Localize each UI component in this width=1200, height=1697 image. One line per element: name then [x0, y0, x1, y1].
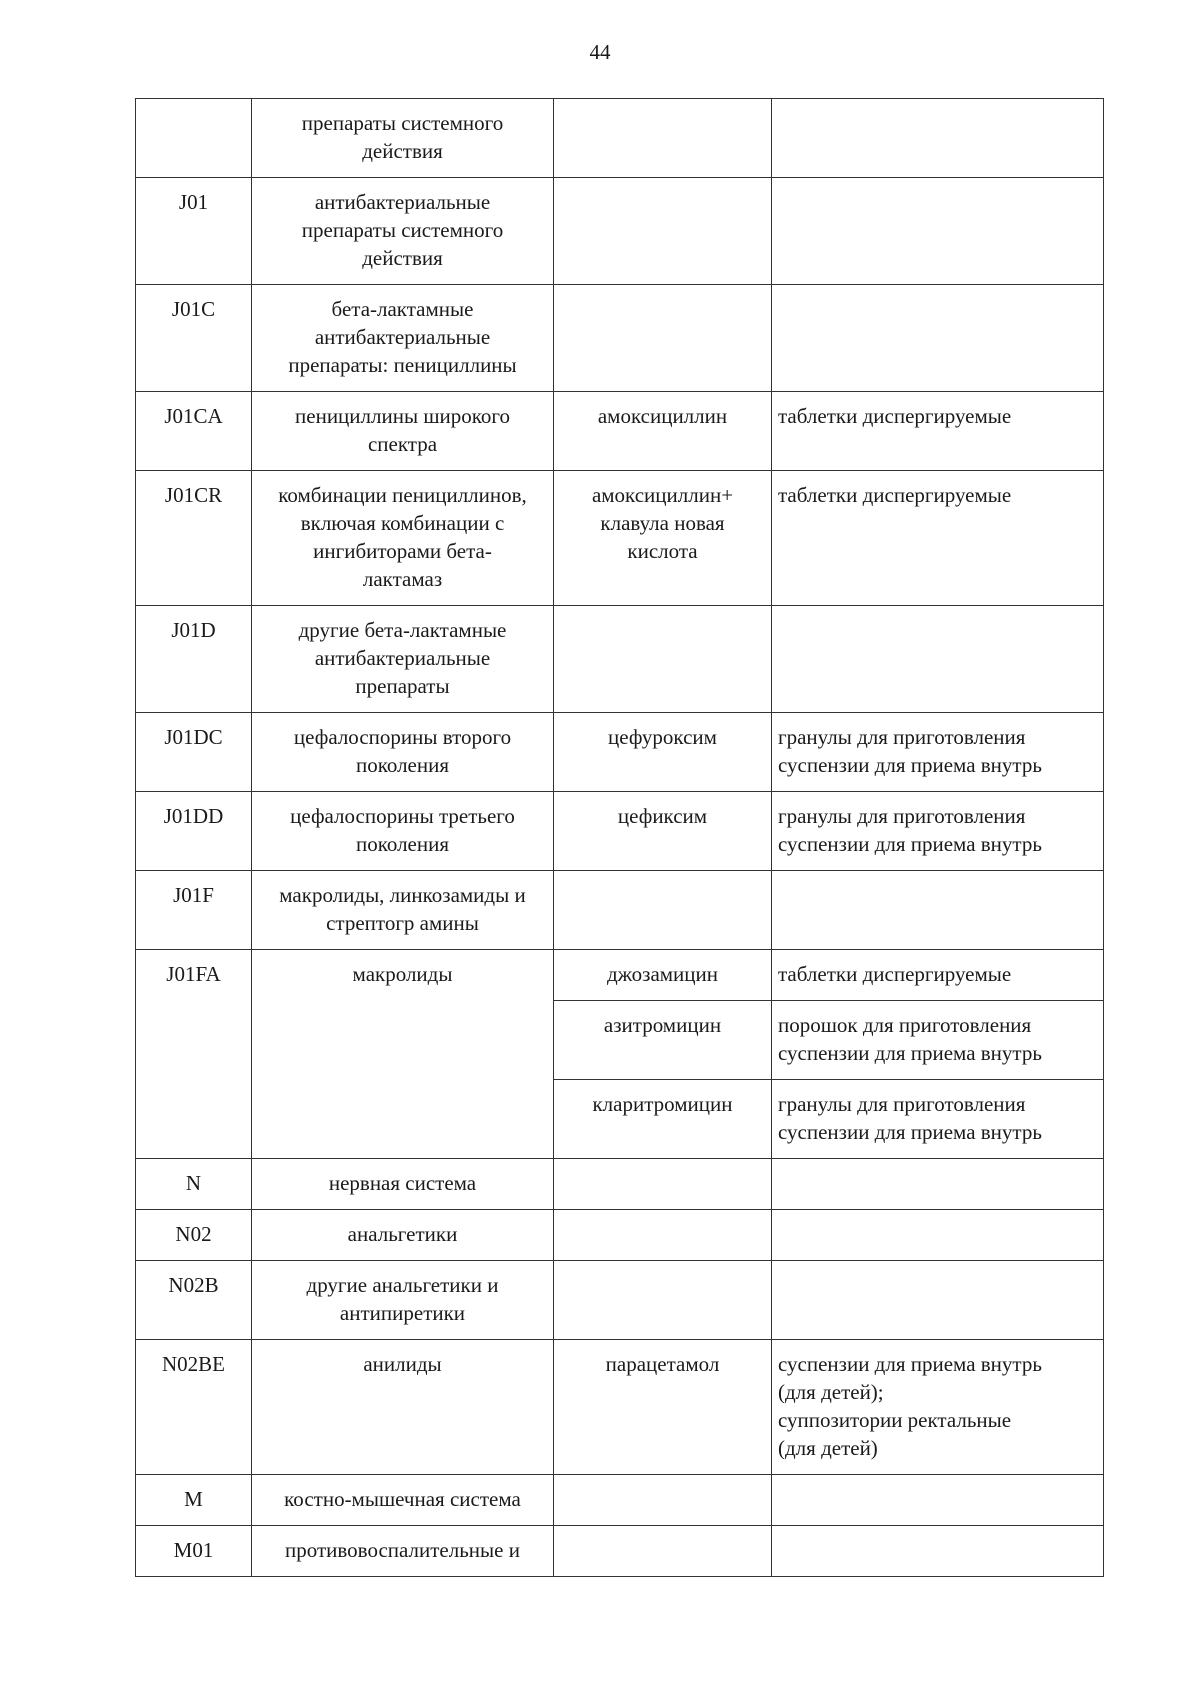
drug-name-cell-line: клавула новая	[600, 511, 725, 535]
atc-group-cell-line: анальгетики	[347, 1222, 458, 1246]
atc-group-cell-line: противовоспалительные и	[285, 1538, 520, 1562]
atc-group-cell-line: другие бета-лактамные	[298, 618, 507, 642]
drug-name-cell	[554, 1080, 772, 1159]
table-row	[136, 1340, 1104, 1475]
dosage-form-cell	[772, 471, 1104, 606]
atc-code-cell	[136, 178, 252, 285]
atc-code-cell	[136, 1261, 252, 1340]
atc-group-cell	[252, 392, 554, 471]
atc-group-cell-line: действия	[362, 139, 443, 163]
dosage-form-cell-line: гранулы для приготовления	[778, 804, 1026, 828]
atc-code-cell-line: J01CR	[164, 483, 223, 507]
drug-name-cell	[554, 1001, 772, 1080]
atc-group-cell	[252, 1340, 554, 1475]
dosage-form-cell	[772, 99, 1104, 178]
dosage-form-cell	[772, 606, 1104, 713]
dosage-form-cell	[772, 792, 1104, 871]
atc-group-cell-line: действия	[362, 246, 443, 270]
atc-code-cell	[136, 1159, 252, 1210]
atc-group-cell-line: макролиды, линкозамиды и	[279, 883, 526, 907]
drug-name-cell	[554, 285, 772, 392]
atc-group-cell-line: поколения	[355, 753, 450, 777]
drug-classification-table	[135, 98, 1104, 1577]
atc-group-cell-line: костно-мышечная система	[284, 1487, 521, 1511]
atc-group-cell	[252, 792, 554, 871]
atc-code-cell	[136, 1340, 252, 1475]
atc-group-cell-line: нервная система	[328, 1171, 477, 1195]
atc-group-cell-line: препараты	[355, 674, 450, 698]
drug-name-cell-line: амоксициллин+	[591, 483, 734, 507]
atc-code-cell-line: J01DD	[163, 804, 224, 828]
dosage-form-cell	[772, 1080, 1104, 1159]
drug-name-cell	[554, 471, 772, 606]
drug-name-cell	[554, 1340, 772, 1475]
table-row	[136, 950, 1104, 1001]
drug-name-cell-line: кларитромицин	[592, 1092, 733, 1116]
atc-group-cell	[252, 471, 554, 606]
atc-group-cell-line: цефалоспорины второго	[293, 725, 512, 749]
atc-group-cell-line: поколения	[355, 832, 450, 856]
table-row	[136, 471, 1104, 606]
drug-name-cell	[554, 99, 772, 178]
atc-group-cell	[252, 285, 554, 392]
atc-group-cell	[252, 99, 554, 178]
drug-name-cell	[554, 178, 772, 285]
atc-code-cell	[136, 1210, 252, 1261]
table-row	[136, 1261, 1104, 1340]
atc-code-cell-line: N	[185, 1171, 202, 1195]
atc-group-cell	[252, 178, 554, 285]
atc-group-cell-line: анилиды	[363, 1352, 442, 1376]
dosage-form-cell-line: суспензии для приема внутрь	[778, 832, 1042, 856]
atc-group-cell-line: другие анальгетики и	[306, 1273, 499, 1297]
drug-name-cell-line: азитромицин	[603, 1013, 722, 1037]
table-row	[136, 606, 1104, 713]
table-row	[136, 1475, 1104, 1526]
table-body	[136, 99, 1104, 1577]
drug-name-cell	[554, 1261, 772, 1340]
atc-group-cell	[252, 1526, 554, 1577]
atc-group-cell-line: антибактериальные	[314, 190, 491, 214]
drug-name-cell-line: амоксициллин	[597, 404, 728, 428]
table-row	[136, 99, 1104, 178]
table-row	[136, 285, 1104, 392]
atc-code-cell	[136, 471, 252, 606]
atc-code-cell	[136, 606, 252, 713]
atc-group-cell-line: антибактериальные	[314, 325, 491, 349]
atc-group-cell-line: антипиретики	[339, 1301, 466, 1325]
drug-name-cell-line: парацетамол	[605, 1352, 720, 1376]
drug-name-cell	[554, 1526, 772, 1577]
atc-group-cell-line: спектра	[367, 432, 438, 456]
dosage-form-cell-line: таблетки диспергируемые	[778, 483, 1012, 507]
dosage-form-cell-line: порошок для приготовления	[778, 1013, 1032, 1037]
drug-name-cell	[554, 713, 772, 792]
dosage-form-cell-line: таблетки диспергируемые	[778, 962, 1012, 986]
dosage-form-cell	[772, 178, 1104, 285]
atc-code-cell-line: J01CA	[164, 404, 223, 428]
drug-name-cell	[554, 606, 772, 713]
dosage-form-cell	[772, 1526, 1104, 1577]
atc-group-cell-line: препараты системного	[301, 218, 504, 242]
atc-code-cell	[136, 1475, 252, 1526]
atc-code-cell-line: J01	[178, 190, 209, 214]
dosage-form-cell-line: (для детей)	[778, 1436, 878, 1460]
drug-name-cell-line: цефуроксим	[608, 725, 717, 749]
atc-code-cell-line: J01D	[171, 618, 216, 642]
atc-group-cell	[252, 606, 554, 713]
atc-code-cell	[136, 871, 252, 950]
atc-code-cell-line: N02BE	[162, 1352, 225, 1376]
atc-group-cell	[252, 1159, 554, 1210]
table-row	[136, 713, 1104, 792]
atc-group-cell	[252, 950, 554, 1159]
drug-name-cell	[554, 792, 772, 871]
atc-group-cell-line: пенициллины широкого	[295, 404, 510, 428]
atc-group-cell	[252, 713, 554, 792]
atc-group-cell-line: включая комбинации с	[300, 511, 505, 535]
atc-code-cell-line: M	[184, 1487, 203, 1511]
dosage-form-cell-line: (для детей);	[778, 1380, 884, 1404]
table-row	[136, 792, 1104, 871]
dosage-form-cell	[772, 1340, 1104, 1475]
dosage-form-cell	[772, 1261, 1104, 1340]
atc-group-cell-line: препараты системного	[301, 111, 504, 135]
table-row	[136, 392, 1104, 471]
atc-group-cell-line: стрептогр амины	[326, 911, 479, 935]
atc-code-cell-line: J01C	[171, 297, 216, 321]
atc-code-cell	[136, 950, 252, 1159]
atc-code-cell	[136, 713, 252, 792]
dosage-form-cell-line: таблетки диспергируемые	[778, 404, 1012, 428]
drug-name-cell-line: джозамицин	[606, 962, 719, 986]
atc-group-cell	[252, 1475, 554, 1526]
drug-name-cell-line: кислота	[627, 539, 698, 563]
drug-name-cell	[554, 1475, 772, 1526]
atc-group-cell-line: бета-лактамные	[331, 297, 474, 321]
atc-code-cell	[136, 285, 252, 392]
dosage-form-cell	[772, 1210, 1104, 1261]
dosage-form-cell-line: гранулы для приготовления	[778, 725, 1026, 749]
atc-code-cell-line: J01DC	[164, 725, 223, 749]
dosage-form-cell-line: суппозитории ректальные	[778, 1408, 1012, 1432]
drug-name-cell	[554, 1210, 772, 1261]
atc-group-cell-line: комбинации пенициллинов,	[278, 483, 527, 507]
atc-code-cell	[136, 1526, 252, 1577]
dosage-form-cell	[772, 1159, 1104, 1210]
table-row	[136, 871, 1104, 950]
atc-group-cell-line: антибактериальные	[314, 646, 491, 670]
atc-group-cell	[252, 871, 554, 950]
atc-group-cell-line: цефалоспорины третьего	[290, 804, 515, 828]
dosage-form-cell-line: суспензии для приема внутрь	[778, 1041, 1042, 1065]
atc-group-cell-line: ингибиторами бета-	[313, 539, 492, 563]
atc-group-cell-line: макролиды	[352, 962, 453, 986]
table-row	[136, 1526, 1104, 1577]
dosage-form-cell-line: гранулы для приготовления	[778, 1092, 1026, 1116]
atc-code-cell-line: N02	[175, 1222, 212, 1246]
page-number: 44	[589, 40, 611, 64]
dosage-form-cell	[772, 950, 1104, 1001]
dosage-form-cell-line: суспензии для приема внутрь	[778, 753, 1042, 777]
drug-name-cell	[554, 871, 772, 950]
dosage-form-cell	[772, 1001, 1104, 1080]
dosage-form-cell	[772, 285, 1104, 392]
dosage-form-cell-line: суспензии для приема внутрь	[778, 1120, 1042, 1144]
drug-name-cell	[554, 1159, 772, 1210]
atc-code-cell	[136, 792, 252, 871]
table-row	[136, 1210, 1104, 1261]
atc-group-cell-line: препараты: пенициллины	[288, 353, 517, 377]
atc-group-cell	[252, 1210, 554, 1261]
atc-group-cell	[252, 1261, 554, 1340]
atc-code-cell	[136, 392, 252, 471]
atc-group-cell-line: лактамаз	[362, 567, 443, 591]
drug-name-cell-line: цефиксим	[617, 804, 708, 828]
dosage-form-cell-line: суспензии для приема внутрь	[778, 1352, 1042, 1376]
table-row	[136, 1159, 1104, 1210]
atc-code-cell	[136, 99, 252, 178]
dosage-form-cell	[772, 713, 1104, 792]
dosage-form-cell	[772, 871, 1104, 950]
drug-name-cell	[554, 950, 772, 1001]
atc-code-cell-line: M01	[173, 1538, 214, 1562]
dosage-form-cell	[772, 392, 1104, 471]
atc-code-cell-line: J01F	[173, 883, 214, 907]
atc-code-cell-line: N02B	[168, 1273, 219, 1297]
dosage-form-cell	[772, 1475, 1104, 1526]
drug-name-cell	[554, 392, 772, 471]
atc-code-cell-line: J01FA	[166, 962, 221, 986]
table-row	[136, 178, 1104, 285]
